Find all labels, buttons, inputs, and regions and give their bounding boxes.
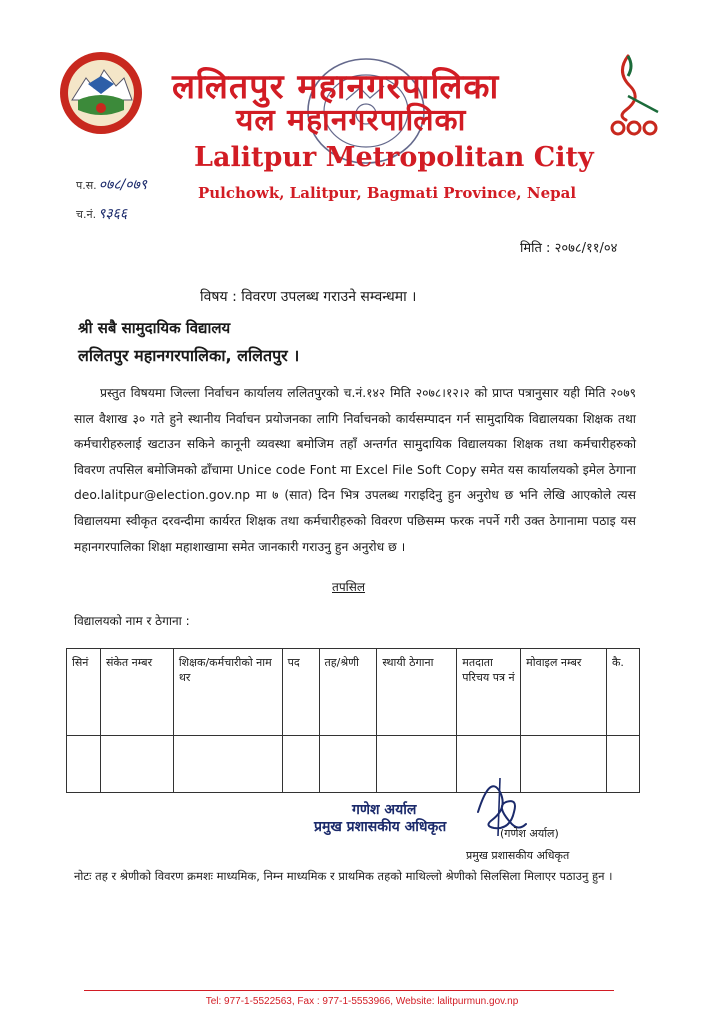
footnote: नोटः तह र श्रेणीको विवरण क्रमशः माध्यमिक, निम्न माध्यमिक र प्राथमिक तहको माथिल्लो श्रेणीको सिलसिला मिलाएर पठाउनु हुन । (74, 869, 613, 883)
school-name-label: विद्यालयको नाम र ठेगाना : (74, 614, 190, 628)
table-cell (521, 736, 607, 793)
table-cell (67, 736, 101, 793)
footer-contact: Tel: 977-1-5522563, Fax : 977-1-5553966, Website: lalitpurmun.gov.np (205, 996, 519, 1007)
column-header: मोवाइल नम्बर (521, 649, 607, 736)
footer-divider (84, 990, 614, 991)
dispatch-number-reference (76, 204, 127, 223)
details-heading: तपसिल (332, 580, 366, 594)
table-row (67, 736, 640, 793)
column-header: सिनं (67, 649, 101, 736)
dispatch-number-value: ९३६६ (98, 206, 128, 222)
letter-subject: विषय : विवरण उपलब्ध गराउने सम्वन्धमा । (200, 289, 417, 305)
city-logo-icon (606, 52, 666, 140)
signatory-title: प्रमुख प्रशासकीय अधिकृत (466, 849, 570, 862)
table-cell (377, 736, 457, 793)
table-cell (282, 736, 319, 793)
city-name-nepali: ललितपुर महानगरपालिका (172, 67, 500, 107)
column-header: संकेत नम्बर (100, 649, 173, 736)
column-header: शिक्षक/कर्मचारीको नाम थर (173, 649, 282, 736)
signatory-name: (गणेश अर्याल) (500, 827, 559, 840)
city-name-newari: यल महानगरपालिका (236, 103, 467, 138)
column-header: पद (282, 649, 319, 736)
signature-stamp-name: गणेश अर्याल (352, 802, 417, 818)
table-header-row (67, 649, 640, 736)
nepal-emblem-logo (58, 50, 144, 136)
table-cell (319, 736, 377, 793)
signature-stamp-title: प्रमुख प्रशासकीय अधिकृत (314, 819, 447, 835)
fiscal-year-reference (76, 175, 147, 194)
table-cell (173, 736, 282, 793)
city-address: Pulchowk, Lalitpur, Bagmati Province, Nepal (198, 184, 577, 202)
column-header: तह/श्रेणी (319, 649, 377, 736)
fiscal-year-label: प.स. (76, 179, 97, 192)
column-header: स्थायी ठेगाना (377, 649, 457, 736)
table-cell (606, 736, 639, 793)
fiscal-year-value: ०७८/०७९ (98, 177, 148, 193)
letter-date: मिति : २०७८/११/०४ (520, 241, 618, 256)
column-header: कै. (606, 649, 639, 736)
staff-details-table (66, 648, 640, 793)
city-name-english: Lalitpur Metropolitan City (194, 142, 594, 173)
recipient-line-2: ललितपुर महानगरपालिका, ललितपुर । (78, 346, 300, 365)
recipient-line-1: श्री सबै सामुदायिक विद्यालय (78, 319, 231, 337)
table-cell (100, 736, 173, 793)
column-header: मतदाता परिचय पत्र नं (457, 649, 521, 736)
dispatch-number-label: च.नं. (76, 208, 97, 221)
letter-body: प्रस्तुत विषयमा जिल्ला निर्वाचन कार्यालय ललितपुरको च.नं.१४२ मिति २०७८।१२।२ को प्राप्त पत्रानुसार यही मिति २०७९ साल वैशाख ३० गते हुने स्थानीय निर्वाचन प्रयोजनका लागि निर्वाचनको कार्यसम्पादन गर्न सामुदायिक विद्यालयका शिक्षक तथा कर्मचारीहरुलाई खटाउन सकिने कानूनी व्यवस्था बमोजिम तहाँ अन्तर्गत सामुदायिक विद्यालयका शिक्षक तथा कर्मचारीहरुको विवरण तपसिल बमोजिमको ढाँचामा Unice code Font मा Excel File Soft Copy समेत यस कार्यालयको इमेल ठेगाना deo.lalitpur@election.gov.np मा ७ (सात) दिन भित्र उपलब्ध गराइदिनु हुन अनुरोध छ भनि लेखि आएकोले त्यस विद्यालयमा स्वीकृत दरवन्दीमा कार्यरत शिक्षक तथा कर्मचारीहरुको विवरण पछिसम्म फरक नपर्ने गरी उक्त ठेगानामा पठाइ यस महानगरपालिका शिक्षा महाशाखामा समेत जानकारी गराउनु हुन अनुरोध छ । (74, 386, 636, 554)
